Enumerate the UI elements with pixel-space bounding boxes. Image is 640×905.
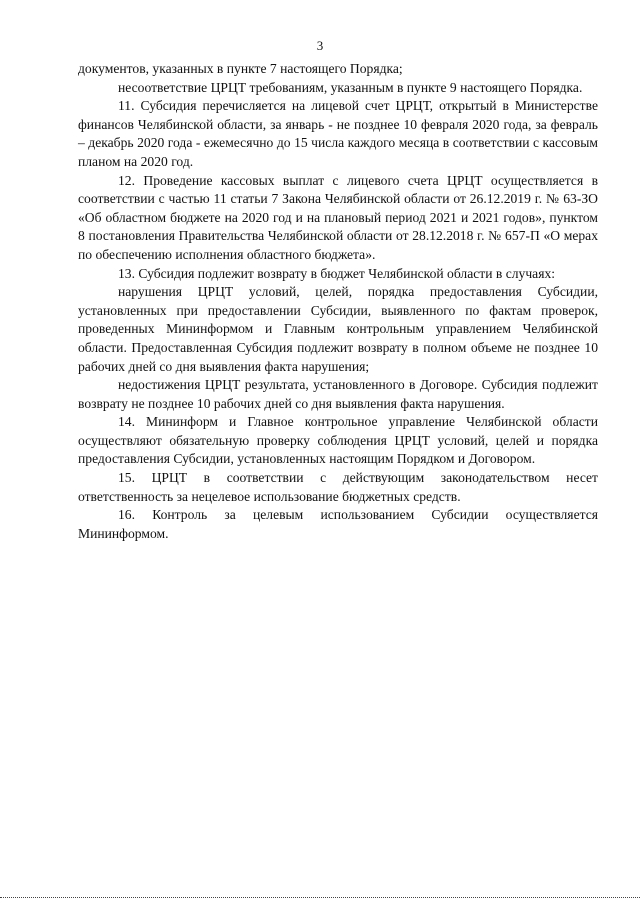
document-body <box>78 60 598 543</box>
paragraph-16: 16. Контроль за целевым использованием Субсидии осуществляется Мининформом. <box>78 507 598 541</box>
paragraph-11: 11. Субсидия перечисляется на лицевой счет ЦРЦТ, открытый в Министерстве финансов Челябинской области, за январь - не позднее 10 февраля 2020 года, за февраль – декабрь 2020 года - ежемесячно до 15 числа каждого месяца в соответствии с кассовым планом на 2020 год. <box>78 98 598 169</box>
paragraph-15: 15. ЦРЦТ в соответствии с действующим законодательством несет ответственность за нецелевое использование бюджетных средств. <box>78 470 598 504</box>
paragraph-continuation: документов, указанных в пункте 7 настоящего Порядка; <box>78 61 403 76</box>
paragraph-nonconformity: несоответствие ЦРЦТ требованиям, указанным в пункте 9 настоящего Порядка. <box>118 79 583 95</box>
paragraph-13-violation: нарушения ЦРЦТ условий, целей, порядка предоставления Субсидии, установленных при предоставлении Субсидии, выявленного по фактам проверок, проведенных Мининформом и Главным контрольным управлением Челябинской области. Предоставленная Субсидия подлежит возврату в полном объеме не позднее 10 рабочих дней со дня выявления факта нарушения; <box>78 284 598 374</box>
paragraph-13: 13. Субсидия подлежит возврату в бюджет Челябинской области в случаях: <box>118 265 556 281</box>
page-number: 3 <box>316 38 324 53</box>
paragraph-12: 12. Проведение кассовых выплат с лицевого счета ЦРЦТ осуществляется в соответствии с частью 11 статьи 7 Закона Челябинской области от 26.12.2019 г. № 63-ЗО «Об областном бюджете на 2020 год и на плановый период 2021 и 2021 годов», пунктом 8 постановления Правительства Челябинской области от 28.12.2018 г. № 657-П «О мерах по обеспечению исполнения областного бюджета». <box>78 172 598 262</box>
bottom-divider <box>0 897 640 898</box>
paragraph-14: 14. Мининформ и Главное контрольное управление Челябинской области осуществляют обязательную проверку соблюдения ЦРЦТ условий, целей и порядка предоставления Субсидии, установленных настоящим Порядком и Договором. <box>78 414 598 467</box>
paragraph-13-result: недостижения ЦРЦТ результата, установленного в Договоре. Субсидия подлежит возврату не позднее 10 рабочих дней со дня выявления факта нарушения. <box>78 377 598 411</box>
